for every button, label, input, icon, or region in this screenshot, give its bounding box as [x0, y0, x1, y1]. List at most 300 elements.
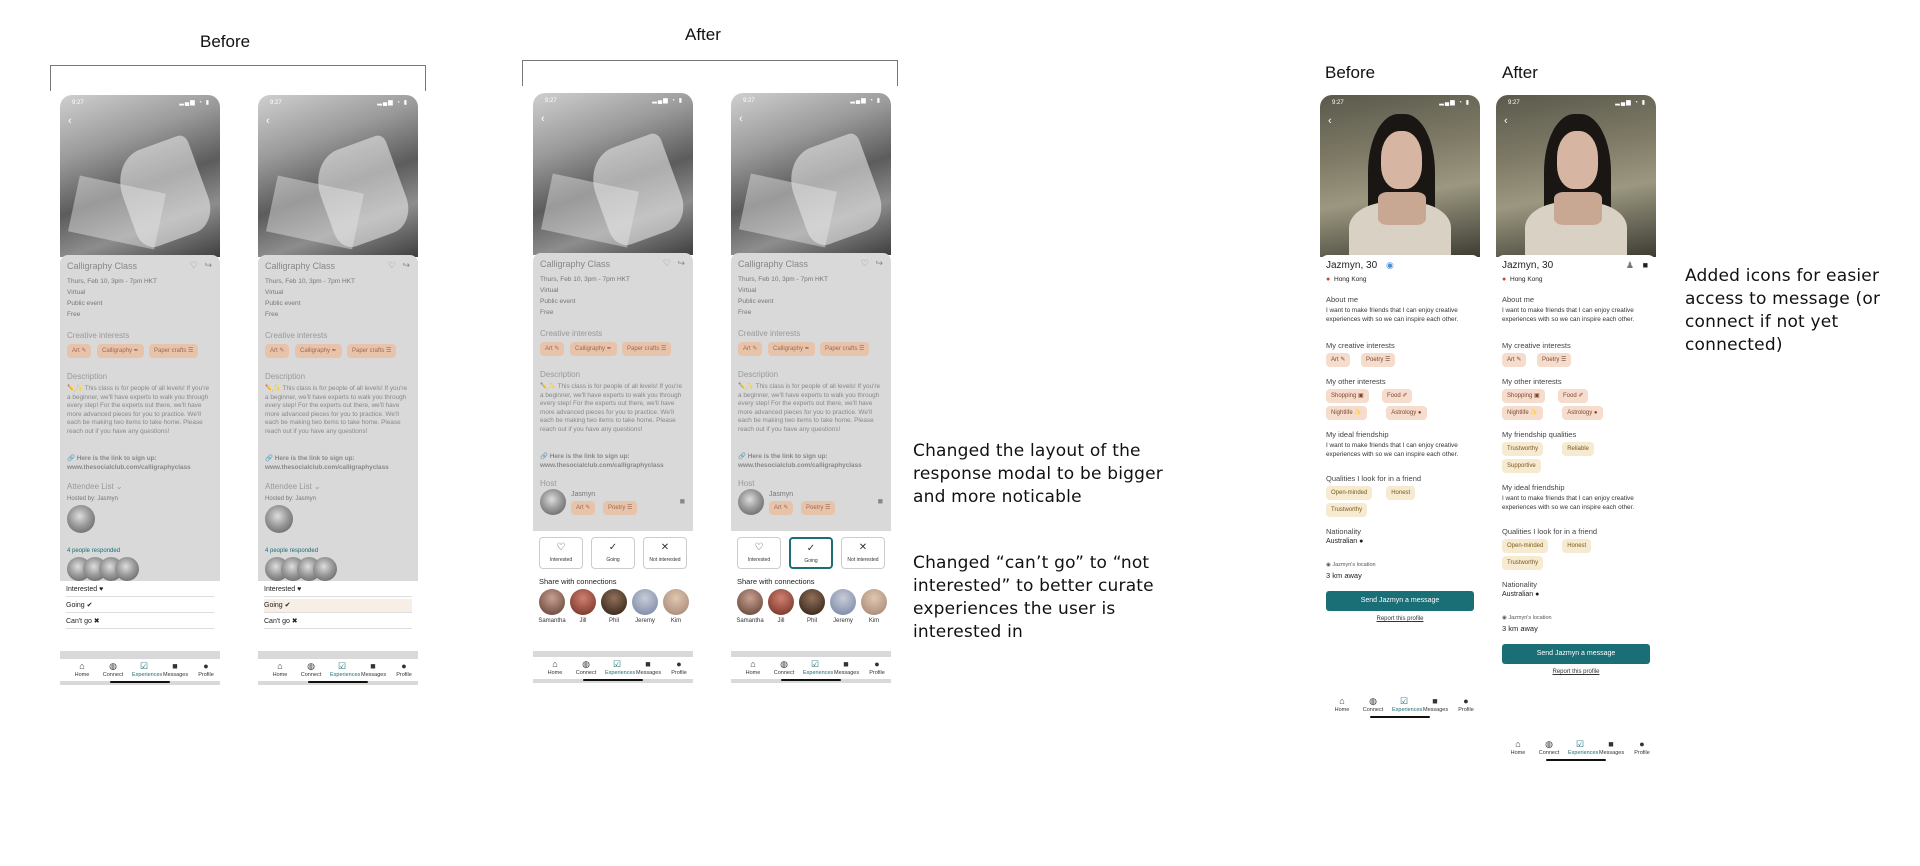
event-title: Calligraphy Class [540, 259, 611, 269]
nav-item-label: Home [1510, 750, 1526, 756]
nav-item-home[interactable] [1506, 739, 1530, 758]
nav-item-messages[interactable] [163, 661, 187, 680]
nav-item-label: Connect [773, 670, 795, 676]
response-label: Going [606, 557, 620, 563]
connection-name: Phil [806, 618, 817, 624]
connection-jill[interactable] [568, 589, 598, 626]
photo-neck [1554, 192, 1602, 224]
section-heading-ideal: My ideal friendship [1326, 430, 1389, 439]
nav-profile-icon: ● [203, 661, 209, 671]
host-label: Host [738, 479, 755, 488]
nav-item-label: Messages [834, 670, 860, 676]
nav-item-experiences[interactable] [1392, 696, 1423, 715]
connection-jeremy[interactable] [630, 589, 660, 626]
host-chip: Art ✎ [571, 501, 595, 515]
responded-count: 4 people responded [67, 548, 121, 554]
location-label: ◉ Jazmyn's location [1326, 562, 1376, 568]
nav-item-messages[interactable] [1423, 696, 1447, 715]
host-avatar[interactable] [67, 505, 95, 533]
response-option[interactable]: Going ✔ [66, 599, 214, 613]
look-chip: Trustworthy [1502, 556, 1543, 570]
status-icons: ▂▄▆ ◔ ▮ [1439, 100, 1470, 106]
connection-name: Kim [868, 618, 880, 624]
nav-item-label: Messages [361, 672, 387, 678]
nav-messages-icon: ■ [843, 659, 849, 669]
heading-after-event: After [685, 25, 721, 44]
connection-avatar [570, 589, 596, 615]
creative-chip: Art ✎ [1326, 353, 1350, 367]
nav-item-experiences[interactable] [330, 661, 361, 680]
interest-chip: Paper crafts ☰ [149, 344, 198, 358]
nav-item-label: Messages [1599, 750, 1625, 756]
connection-name: Jeremy [833, 618, 853, 624]
attendee-avatar[interactable] [115, 557, 139, 581]
nav-item-home[interactable] [268, 661, 292, 680]
nav-messages-icon: ■ [1608, 739, 1614, 749]
heading-before-event: Before [200, 32, 251, 51]
profile-name: Jazmyn, 30 [1502, 260, 1554, 271]
message-icon[interactable]: ■ [679, 496, 685, 506]
connection-name: Samantha [538, 618, 566, 624]
photo-neck [1378, 192, 1426, 224]
nav-item-connect[interactable] [1537, 739, 1561, 758]
connection-name: Jill [777, 618, 785, 624]
interest-chip: Calligraphy ✒ [570, 342, 617, 356]
connection-samantha[interactable] [537, 589, 567, 626]
other-chip: Astrology ● [1562, 406, 1602, 420]
nav-item-connect[interactable] [1361, 696, 1385, 715]
nav-home-icon: ⌂ [1515, 739, 1521, 749]
event-detail: Thurs, Feb 10, 3pm - 7pm HKT [540, 276, 630, 283]
event-detail: Virtual [67, 289, 86, 296]
look-chip: Open-minded [1502, 539, 1548, 553]
event-detail: Free [738, 309, 752, 316]
about-text: I want to make friends that I can enjoy creative experiences with so we can inspire each other. [1326, 307, 1459, 323]
nav-item-label: Home [272, 672, 288, 678]
interests-heading: Creative interests [67, 331, 130, 340]
nav-item-label: Profile [1634, 750, 1650, 756]
signup-link-url[interactable]: www.thesocialclub.com/calligraphyclass [738, 462, 862, 469]
host-name: Jasmyn [769, 491, 794, 498]
event-phone-old-going [258, 95, 418, 685]
response-label: Not interested [649, 557, 681, 563]
quality-chip: Supportive [1502, 459, 1541, 473]
status-bar [1320, 99, 1480, 109]
nav-item-home[interactable] [741, 659, 765, 678]
nav-item-label: Experiences [605, 670, 636, 676]
send-message-button[interactable]: Send Jazmyn a message [1502, 644, 1650, 664]
profile-phone-before [1320, 95, 1480, 720]
attendee-list-toggle[interactable]: Attendee List ⌄ [67, 482, 123, 491]
event-photo [258, 95, 418, 257]
response-option[interactable]: Can't go ✖ [264, 615, 412, 629]
nav-item-experiences[interactable] [605, 659, 636, 678]
creative-chip: Poetry ☰ [1361, 353, 1395, 367]
nav-connect-icon: ◍ [1545, 739, 1553, 749]
nav-home-icon: ⌂ [1339, 696, 1345, 706]
back-arrow-icon[interactable]: ‹ [266, 115, 270, 127]
nav-item-label: Experiences [803, 670, 834, 676]
verified-icon: ◉ [1386, 260, 1394, 270]
response-icon: ✓ [608, 542, 618, 553]
annotation-layout: Changed the layout of the response modal to be bigger and more noticable [913, 441, 1163, 507]
home-indicator [781, 679, 841, 681]
nav-item-messages[interactable] [636, 659, 660, 678]
response-icon: ✕ [858, 542, 868, 553]
response-label: Interested [747, 557, 771, 563]
profile-location: Hong Kong [1510, 276, 1543, 283]
response-icon: ✓ [806, 543, 816, 554]
section-heading-ideal: My ideal friendship [1502, 483, 1565, 492]
annotation-wording: Changed “can’t go” to “not interested” to better curate experiences the user is interested in [913, 553, 1154, 642]
event-photo [731, 93, 891, 255]
home-indicator [308, 681, 368, 683]
attendee-avatar[interactable] [313, 557, 337, 581]
connection-phil[interactable] [797, 589, 827, 626]
nav-item-label: Profile [671, 670, 687, 676]
event-detail: Virtual [265, 289, 284, 296]
event-detail: Thurs, Feb 10, 3pm - 7pm HKT [738, 276, 828, 283]
response-modal [731, 531, 891, 651]
status-icons: ▂▄▆ ◔ ▮ [652, 98, 683, 104]
profile-sheet [1320, 255, 1480, 720]
event-phone-new-going [731, 93, 891, 683]
interest-chip: Calligraphy ✒ [295, 344, 342, 358]
response-modal [533, 531, 693, 651]
look-chip: Honest [1562, 539, 1591, 553]
connection-samantha[interactable] [735, 589, 765, 626]
nav-item-profile[interactable] [667, 659, 691, 678]
interest-chip: Calligraphy ✒ [97, 344, 144, 358]
nav-item-label: Connect [575, 670, 597, 676]
bracket-before [50, 65, 426, 91]
connection-avatar [632, 589, 658, 615]
event-detail: Free [265, 311, 279, 318]
connection-phil[interactable] [599, 589, 629, 626]
event-detail: Virtual [738, 287, 757, 294]
nav-item-connect[interactable] [772, 659, 796, 678]
nav-connect-icon: ◍ [582, 659, 590, 669]
share-icon[interactable]: ↪ [204, 260, 212, 270]
nav-item-label: Messages [636, 670, 662, 676]
heart-icon[interactable]: ♡ [387, 260, 396, 270]
nav-item-label: Experiences [330, 672, 361, 678]
status-time: 9:27 [270, 100, 282, 106]
connection-jill[interactable] [766, 589, 796, 626]
report-profile-link[interactable]: Report this profile [1376, 616, 1424, 622]
event-detail: Thurs, Feb 10, 3pm - 7pm HKT [67, 278, 157, 285]
signup-link-url[interactable]: www.thesocialclub.com/calligraphyclass [67, 464, 191, 471]
response-icon: ♡ [556, 542, 566, 553]
nav-home-icon: ⌂ [552, 659, 558, 669]
distance-value: 3 km away [1502, 624, 1538, 633]
attendee-list-toggle[interactable]: Attendee List ⌄ [265, 482, 321, 491]
status-time: 9:27 [545, 98, 557, 104]
interest-chip: Paper crafts ☰ [347, 344, 396, 358]
connection-avatar [737, 589, 763, 615]
nav-item-connect[interactable] [101, 661, 125, 680]
home-indicator [1370, 716, 1430, 718]
status-icons: ▂▄▆ ◔ ▮ [179, 100, 210, 106]
nav-item-profile[interactable] [392, 661, 416, 680]
heart-icon[interactable]: ♡ [662, 258, 671, 268]
other-chip: Shopping ▣ [1326, 389, 1369, 403]
nav-item-connect[interactable] [574, 659, 598, 678]
nav-connect-icon: ◍ [1369, 696, 1377, 706]
response-option[interactable]: Going ✔ [264, 599, 412, 613]
event-detail: Public event [67, 300, 103, 307]
back-arrow-icon[interactable]: ‹ [541, 113, 545, 125]
nav-messages-icon: ■ [370, 661, 376, 671]
response-option[interactable]: Interested ♥ [264, 583, 412, 597]
connection-kim[interactable] [859, 589, 889, 626]
section-heading-other: My other interests [1502, 377, 1562, 386]
home-indicator [583, 679, 643, 681]
status-bar [60, 99, 220, 109]
status-bar [533, 97, 693, 107]
response-icon: ✕ [660, 542, 670, 553]
event-photo [533, 93, 693, 255]
nav-home-icon: ⌂ [79, 661, 85, 671]
description-heading: Description [67, 372, 108, 381]
quality-chip: Reliable [1562, 442, 1594, 456]
nav-messages-icon: ■ [172, 661, 178, 671]
send-message-button[interactable]: Send Jazmyn a message [1326, 591, 1474, 611]
photo-face [1381, 131, 1423, 189]
connection-jeremy[interactable] [828, 589, 858, 626]
signup-link-url[interactable]: www.thesocialclub.com/calligraphyclass [540, 462, 664, 469]
message-icon[interactable]: ■ [1642, 260, 1648, 270]
connection-name: Kim [670, 618, 682, 624]
nav-item-profile[interactable] [1630, 739, 1654, 758]
response-interested-button[interactable] [737, 537, 781, 569]
response-option[interactable]: Can't go ✖ [66, 615, 214, 629]
connection-name: Samantha [736, 618, 764, 624]
host-avatar[interactable] [738, 489, 764, 515]
response-label: Not interested [847, 557, 879, 563]
response-not-interested-button[interactable] [841, 537, 885, 569]
response-label: Going [804, 558, 818, 564]
event-photo [60, 95, 220, 257]
nav-item-home[interactable] [70, 661, 94, 680]
interests-heading: Creative interests [540, 329, 603, 338]
nav-experiences-icon: ☑ [810, 659, 820, 669]
connection-name: Jill [579, 618, 587, 624]
nav-item-profile[interactable] [1454, 696, 1478, 715]
creative-chip: Art ✎ [1502, 353, 1526, 367]
nav-profile-icon: ● [874, 659, 880, 669]
status-bar [1496, 99, 1656, 109]
nav-item-connect[interactable] [299, 661, 323, 680]
share-icon[interactable]: ↪ [677, 258, 685, 268]
nav-item-label: Profile [396, 672, 412, 678]
profile-photo [1320, 95, 1480, 257]
heart-icon[interactable]: ♡ [189, 260, 198, 270]
interest-chip: Art ✎ [738, 342, 762, 356]
nav-item-home[interactable] [543, 659, 567, 678]
nav-item-messages[interactable] [834, 659, 858, 678]
host-chip: Poetry ☰ [603, 501, 637, 515]
location-pin-icon: ● [1502, 276, 1507, 283]
section-heading-nationality: Nationality [1502, 580, 1538, 589]
interest-chip: Art ✎ [265, 344, 289, 358]
nav-item-label: Profile [198, 672, 214, 678]
nav-profile-icon: ● [401, 661, 407, 671]
profile-sheet [1496, 255, 1656, 763]
response-option[interactable]: Interested ♥ [66, 583, 214, 597]
response-modal [60, 581, 220, 651]
other-chip: Shopping ▣ [1502, 389, 1545, 403]
back-arrow-icon[interactable]: ‹ [1504, 115, 1508, 127]
event-phone-new-default [533, 93, 693, 683]
event-phone-old-default [60, 95, 220, 685]
message-icon[interactable]: ■ [877, 496, 883, 506]
signup-link-label: 🔗 Here is the link to sign up: [67, 455, 157, 462]
nav-item-label: Connect [300, 672, 322, 678]
signup-link-label: 🔗 Here is the link to sign up: [540, 453, 630, 460]
nav-messages-icon: ■ [1432, 696, 1438, 706]
nav-item-profile[interactable] [865, 659, 889, 678]
host-avatar[interactable] [265, 505, 293, 533]
status-icons: ▂▄▆ ◔ ▮ [850, 98, 881, 104]
section-heading-other: My other interests [1326, 377, 1386, 386]
nav-item-home[interactable] [1330, 696, 1354, 715]
photo-face [1557, 131, 1599, 189]
creative-chip: Poetry ☰ [1537, 353, 1571, 367]
event-title: Calligraphy Class [67, 261, 138, 271]
other-chip: Astrology ● [1386, 406, 1426, 420]
nav-item-label: Profile [869, 670, 885, 676]
bottom-nav [258, 659, 418, 681]
nav-item-messages[interactable] [361, 661, 385, 680]
connect-icon[interactable]: ♟ [1625, 260, 1634, 270]
profile-location: Hong Kong [1334, 276, 1367, 283]
heart-icon[interactable]: ♡ [860, 258, 869, 268]
nationality-value: Australian ● [1502, 591, 1540, 598]
nav-item-label: Connect [1538, 750, 1560, 756]
status-time: 9:27 [72, 100, 84, 106]
nav-experiences-icon: ☑ [1399, 696, 1409, 706]
interest-chip: Calligraphy ✒ [768, 342, 815, 356]
response-interested-button[interactable] [539, 537, 583, 569]
description-text: ✏️✨ This class is for people of all levels! If you're a beginner, we'll have experts to walk you through every step! For the experts out there, we'll have more advanced pieces for you to practice. We'll each be making two items to take home. Please reach out if you have any questions! [738, 383, 881, 433]
hosted-by: Hosted by: Jasmyn [265, 496, 317, 502]
location-label: ◉ Jazmyn's location [1502, 615, 1552, 621]
nav-experiences-icon: ☑ [1575, 739, 1585, 749]
back-arrow-icon[interactable]: ‹ [1328, 115, 1332, 127]
connection-name: Phil [608, 618, 619, 624]
interests-heading: Creative interests [738, 329, 801, 338]
nav-experiences-icon: ☑ [612, 659, 622, 669]
status-icons: ▂▄▆ ◔ ▮ [1615, 100, 1646, 106]
bottom-nav [731, 657, 891, 679]
back-arrow-icon[interactable]: ‹ [68, 115, 72, 127]
connection-avatar [799, 589, 825, 615]
section-heading-look: Qualities I look for in a friend [1326, 474, 1422, 483]
event-detail: Public event [738, 298, 774, 305]
host-chip: Poetry ☰ [801, 501, 835, 515]
description-text: ✏️✨ This class is for people of all levels! If you're a beginner, we'll have experts to walk you through every step! For the experts out there, we'll have more advanced pieces for you to practice. We'll each be making two items to take home. Please reach out if you have any questions! [540, 383, 683, 433]
nav-item-experiences[interactable] [1568, 739, 1599, 758]
connection-avatar [663, 589, 689, 615]
connection-avatar [601, 589, 627, 615]
host-avatar[interactable] [540, 489, 566, 515]
nav-connect-icon: ◍ [307, 661, 315, 671]
nav-connect-icon: ◍ [780, 659, 788, 669]
event-title: Calligraphy Class [738, 259, 809, 269]
description-text: ✏️✨ This class is for people of all levels! If you're a beginner, we'll have experts to walk you through every step! For the experts out there, we'll have more advanced pieces for you to practice. We'll each be making two items to take home. Please reach out if you have any questions! [265, 385, 408, 435]
event-detail: Public event [265, 300, 301, 307]
bottom-nav [60, 659, 220, 681]
look-chip: Honest [1386, 486, 1415, 500]
nav-item-label: Experiences [132, 672, 163, 678]
profile-phone-after [1496, 95, 1656, 763]
host-chip: Art ✎ [769, 501, 793, 515]
connection-avatar [830, 589, 856, 615]
back-arrow-icon[interactable]: ‹ [739, 113, 743, 125]
nav-experiences-icon: ☑ [337, 661, 347, 671]
bottom-nav [1320, 694, 1480, 716]
interest-chip: Paper crafts ☰ [622, 342, 671, 356]
distance-value: 3 km away [1326, 571, 1362, 580]
host-name: Jasmyn [571, 491, 596, 498]
home-indicator [1546, 759, 1606, 761]
nav-item-label: Connect [1362, 707, 1384, 713]
nav-item-experiences[interactable] [803, 659, 834, 678]
section-heading-creative: My creative interests [1326, 341, 1395, 350]
nav-item-profile[interactable] [194, 661, 218, 680]
nav-profile-icon: ● [676, 659, 682, 669]
nav-profile-icon: ● [1463, 696, 1469, 706]
connection-kim[interactable] [661, 589, 691, 626]
annotation-icons: Added icons for easier access to message (or connect if not yet connected) [1685, 266, 1881, 355]
response-going-button[interactable] [591, 537, 635, 569]
nav-item-label: Home [1334, 707, 1350, 713]
signup-link-url[interactable]: www.thesocialclub.com/calligraphyclass [265, 464, 389, 471]
share-icon[interactable]: ↪ [875, 258, 883, 268]
about-text: I want to make friends that I can enjoy creative experiences with so we can inspire each other. [1502, 307, 1635, 323]
share-heading: Share with connections [737, 577, 815, 586]
signup-link-label: 🔗 Here is the link to sign up: [265, 455, 355, 462]
share-heading: Share with connections [539, 577, 617, 586]
interest-chip: Art ✎ [67, 344, 91, 358]
nav-profile-icon: ● [1639, 739, 1645, 749]
bottom-nav [1496, 737, 1656, 759]
location-pin-icon: ● [1326, 276, 1331, 283]
nav-experiences-icon: ☑ [139, 661, 149, 671]
bracket-after [522, 60, 898, 86]
look-chip: Trustworthy [1326, 503, 1367, 517]
response-not-interested-button[interactable] [643, 537, 687, 569]
ideal-text: I want to make friends that I can enjoy creative experiences with so we can inspire each other. [1326, 442, 1459, 458]
nationality-value: Australian ● [1326, 538, 1364, 545]
report-profile-link[interactable]: Report this profile [1552, 669, 1600, 675]
nav-item-messages[interactable] [1599, 739, 1623, 758]
other-chip: Food ✐ [1382, 389, 1412, 403]
interest-chip: Paper crafts ☰ [820, 342, 869, 356]
event-title: Calligraphy Class [265, 261, 336, 271]
profile-photo [1496, 95, 1656, 257]
interests-heading: Creative interests [265, 331, 328, 340]
response-going-button[interactable] [789, 537, 833, 569]
nav-item-label: Home [745, 670, 761, 676]
nav-messages-icon: ■ [645, 659, 651, 669]
nav-item-experiences[interactable] [132, 661, 163, 680]
share-icon[interactable]: ↪ [402, 260, 410, 270]
status-icons: ▂▄▆ ◔ ▮ [377, 100, 408, 106]
description-text: ✏️✨ This class is for people of all levels! If you're a beginner, we'll have experts to walk you through every step! For the experts out there, we'll have more advanced pieces for you to practice. We'll each be making two items to take home. Please reach out if you have any questions! [67, 385, 210, 435]
look-chip: Open-minded [1326, 486, 1372, 500]
